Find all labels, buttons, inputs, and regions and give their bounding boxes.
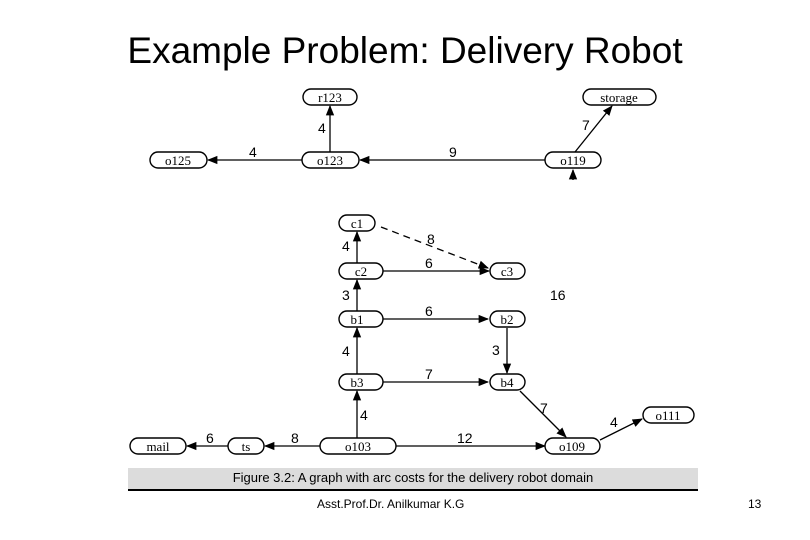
svg-text:c3: c3 xyxy=(500,264,514,279)
svg-text:mail: mail xyxy=(146,439,170,454)
svg-text:b2: b2 xyxy=(500,312,514,327)
node-o111 xyxy=(643,407,694,423)
cost-o119-storage: 7 xyxy=(582,117,590,133)
svg-text:o123: o123 xyxy=(317,153,343,168)
node-c2 xyxy=(339,263,383,279)
node-b1 xyxy=(339,311,383,327)
edge-o109-o111 xyxy=(600,419,642,440)
svg-text:c1: c1 xyxy=(350,216,364,231)
svg-text:storage: storage xyxy=(600,90,638,105)
node-b4 xyxy=(490,374,525,390)
node-b3 xyxy=(339,374,383,390)
cost-o123-o125: 4 xyxy=(249,144,257,160)
cost-b1-b2: 6 xyxy=(425,303,433,319)
page-number: 13 xyxy=(748,497,762,511)
svg-text:b4: b4 xyxy=(500,375,514,390)
cost-ts-mail: 6 xyxy=(206,430,214,446)
cost-o109-o111: 4 xyxy=(610,414,618,430)
svg-text:o109: o109 xyxy=(559,439,585,454)
svg-text:c2: c2 xyxy=(354,264,368,279)
cost-o103-b3: 4 xyxy=(360,407,368,423)
slide-footer: Asst.Prof.Dr. Anilkumar K.G xyxy=(317,497,465,511)
svg-text:ts: ts xyxy=(241,439,251,454)
node-c1 xyxy=(339,215,375,231)
node-o119 xyxy=(545,152,601,168)
node-storage xyxy=(583,89,656,105)
node-o123 xyxy=(302,152,359,168)
node-r123 xyxy=(303,89,357,105)
node-mail xyxy=(130,438,186,454)
cost-o103-ts: 8 xyxy=(291,430,299,446)
svg-text:o111: o111 xyxy=(655,408,681,423)
cost-o119-o123: 9 xyxy=(449,144,457,160)
edge-o119-storage xyxy=(575,106,612,152)
cost-b4-o109: 7 xyxy=(540,400,548,416)
node-b2 xyxy=(490,311,525,327)
node-ts xyxy=(228,438,264,454)
svg-text:o119: o119 xyxy=(560,153,586,168)
svg-text:b1: b1 xyxy=(350,312,364,327)
slide-title: Example Problem: Delivery Robot xyxy=(127,30,683,71)
cost-c1-c3: 8 xyxy=(427,231,435,247)
node-o109 xyxy=(545,438,600,454)
cost-c2-c3: 6 xyxy=(425,255,433,271)
cost-b1-c2: 3 xyxy=(342,287,350,303)
cost-b3-b4: 7 xyxy=(425,366,433,382)
node-c3 xyxy=(490,263,525,279)
cost-c2-c1: 4 xyxy=(342,238,350,254)
svg-text:o125: o125 xyxy=(165,153,191,168)
svg-text:r123: r123 xyxy=(318,90,342,105)
cost-o103-o109: 12 xyxy=(457,430,473,446)
cost-o123-r123: 4 xyxy=(318,120,326,136)
cost-b2-b4: 3 xyxy=(492,342,500,358)
figure-caption-bar xyxy=(128,468,698,491)
svg-text:b3: b3 xyxy=(350,375,364,390)
node-o103 xyxy=(320,438,396,454)
svg-text:o103: o103 xyxy=(345,439,371,454)
figure-caption: Figure 3.2: A graph with arc costs for the delivery robot domain xyxy=(232,470,594,485)
cost-b3-b1: 4 xyxy=(342,343,350,359)
node-o125 xyxy=(150,152,207,168)
cost-o109-o119: 16 xyxy=(550,287,566,303)
